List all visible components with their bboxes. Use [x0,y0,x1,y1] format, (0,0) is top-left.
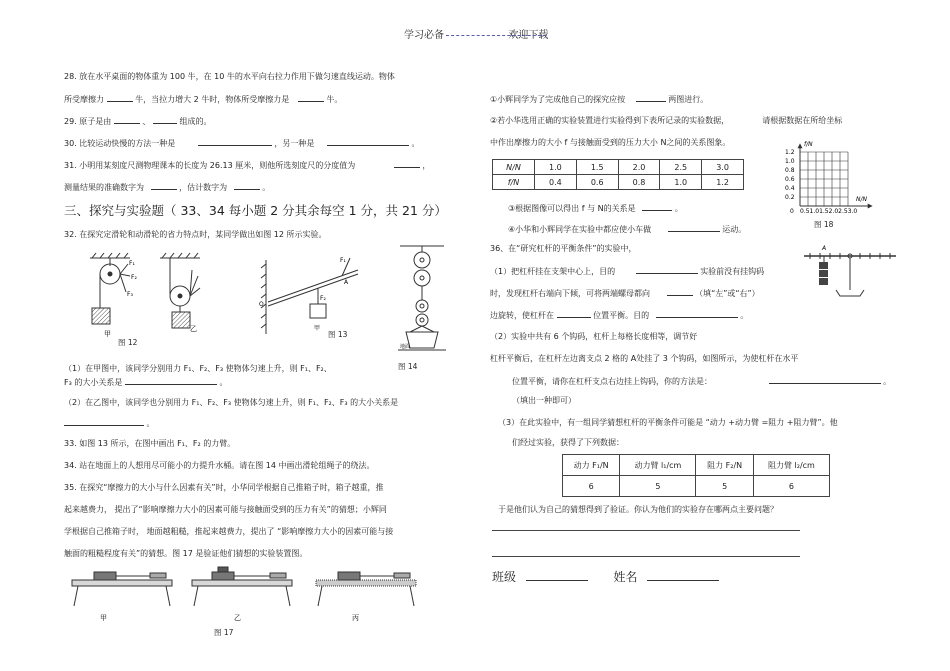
fig13-a-label: A [344,279,349,286]
q28-text-c: 牛。 [326,95,343,104]
question-32-sub1-answer [64,377,227,388]
r1-text-b: 两图进行。 [668,95,709,104]
figure-17-caption: 图 17 [214,628,234,637]
force-data-table [492,159,744,190]
table-cell: 6 [563,476,620,497]
answer-line-1[interactable] [492,530,800,531]
question-36-s1-line2 [490,288,760,299]
question-36-s1-line1 [490,266,764,277]
q31-blank-1[interactable] [394,160,420,168]
r2-text-a: ②若小华选用正确的实验装置进行实验得到下表所记录的实验数据， [490,116,730,125]
q36-s1-text-c: 时，发现杠杆右端向下倾，可将两端螺母都向 [490,289,650,298]
question-36-s3-question: 于是他们认为自己的猜想得到了验证。你认为他们的实验存在哪两点主要问题？ [498,505,778,514]
right-item-4 [508,203,683,214]
question-35-line3: 学根据自己推箱子时， 地面越粗糙，推起来越费力，提出了 “影响摩擦力大小的因素可能与接 [64,527,394,536]
q29-text-a: 29. 原子是由 [64,117,112,126]
question-36-s2-note: （填出一种即可） [512,396,576,405]
q31-text-a: 31. 小明用某刻度尺测物理课本的长度为 26.13 厘米，则他所选刻度尺的分度值为 [64,161,356,170]
table-cell: 0.8 [618,175,660,190]
r5-text-b: 运动。 [722,225,747,234]
question-30 [64,138,419,149]
table-cell: 1.2 [702,175,744,190]
q29-text-b: 、 [142,117,151,126]
figure-18-graph-grid [784,138,876,218]
header-left-text: 学习必备 [404,30,444,41]
table-cell: 1.5 [576,160,618,175]
question-32-sub2: （2）在乙图中，该同学也分别用力 F₁、F₂、F₃ 使物体匀速上升，则 F₁、F₂、F₃ 的大小关系是 [64,398,399,407]
q31-blank-2[interactable] [151,182,177,190]
q30-text-a: 30. 比较运动快慢的方法一种是 [64,139,176,148]
q28-blank-2[interactable] [298,94,324,102]
table-header-cell: 阻力 F₂/N [696,455,753,476]
q36-blank-3[interactable] [557,310,591,318]
q36-s2-text-c: 位置平衡，请你在杠杆支点右边挂上钩码，你的方法是： [512,377,712,386]
q30-blank-2[interactable] [327,138,409,146]
right-item-1 [490,94,708,105]
graph-xlabel: N/N [856,196,867,203]
r1-text-a: ①小辉同学为了完成他自己的探究应按 [490,95,626,104]
figure-13-caption: 图 13 [328,330,348,339]
r4-text-a: ③根据图像可以得出 f 与 N的关系是 [508,204,636,213]
figure-12-caption: 图 12 [118,338,138,347]
table-cell: 5 [620,476,696,497]
q28-text-a: 所受摩擦力 [64,95,104,104]
r4-blank[interactable] [642,203,672,211]
graph-ytick: 1.2 [785,149,795,156]
table-cell: 2.0 [618,160,660,175]
fig12-f1-label: F₁ [129,260,135,267]
q31-text-d: ，估计数字为 [179,183,228,192]
fig13-f1-label: F₁ [340,257,346,264]
table-row [493,175,744,190]
header-divider [446,35,546,36]
q29-blank-2[interactable] [153,116,177,124]
right-item-3: 中作出摩擦力的大小 f 与接触面受到的压力大小 N之间的关系图象。 [490,138,731,147]
fig17-yi-label: 乙 [234,614,241,622]
fig12-yi-label: 乙 [190,325,197,333]
graph-ytick: 0.6 [785,176,795,183]
figure-lever-apparatus [800,240,900,304]
question-33: 33. 如图 13 所示，在图中画出 F₁、F₂ 的力臂。 [64,439,236,448]
q36-s1-text-e: 边旋转，使杠杆在 [490,311,554,320]
question-36-s2-line1: （2）实验中共有 6 个钩码，杠杆上每格长度相等，调节好 [490,332,698,341]
graph-ytick: 0.2 [785,194,795,201]
question-32-intro: 32. 在探究定滑轮和动滑轮的省力特点时，某同学做出如图 12 所示实验。 [64,230,327,239]
q36-blank-1[interactable] [636,266,698,274]
table-cell: 6 [753,476,829,497]
q31-text-c: 测量结果的准确数字为 [64,183,144,192]
q29-blank-1[interactable] [114,116,140,124]
r5-blank[interactable] [668,224,720,232]
table-cell: f/N [493,175,535,190]
q36-blank-4[interactable] [656,310,738,318]
fig17-jia-label: 甲 [100,614,107,622]
question-35-line2: 起来越费力， 提出了“影响摩擦力大小的因素可能与接触面受到的压力有关”的猜想；小辉同 [64,505,387,514]
question-31-line2 [64,182,270,193]
header-right-text: 欢迎下载 [508,30,549,41]
question-34: 34. 站在地面上的人想用尽可能小的力提升水桶。请在图 14 中画出滑轮组绳子的绕法。 [64,461,375,470]
fig13-o-label: O [259,301,264,308]
r4-text-b: 。 [674,204,683,213]
right-item-5 [508,224,746,235]
q32-sub1-text: F₃ 的大小关系是 [64,378,123,387]
figure-18-caption: 图 18 [814,220,834,229]
graph-ytick: 0.8 [785,167,795,174]
question-36-s1-line3 [490,310,748,321]
question-32-sub1: （1）在甲图中，该同学分别用力 F₁、F₂、F₃ 使物体匀速上升，则 F₁、F₂、 [64,364,332,373]
q36-s1-text-f: 位置平衡。目的 [593,311,650,320]
fig12-f3-label: F₃ [127,291,133,298]
table-cell: 5 [696,476,753,497]
question-36-s2-line3 [512,376,891,387]
table-header-cell: 动力臂 l₁/cm [620,455,696,476]
class-label: 班级 [492,570,517,584]
fig13-f2-label: F₂ [320,295,326,302]
graph-ytick: 0.4 [785,185,795,192]
graph-ytick: 1.0 [785,158,795,165]
q30-text-c: 。 [411,139,420,148]
question-28-line1: 28. 放在水平桌面的物体重为 100 牛，在 10 牛的水平向右拉力作用下做匀速直线运动。物体 [64,72,395,81]
fig12-jia-label: 甲 [104,330,111,338]
section-3-title: 三、探究与实验题（ 33、34 每小题 2 分其余每空 1 分，共 21 分） [64,203,447,218]
lever-a-label: A [822,245,827,252]
table-cell: 1.0 [660,175,702,190]
table-cell: 3.0 [702,160,744,175]
fig14-ground-label: 地面 [400,344,411,350]
q32-blank-2[interactable] [64,418,144,426]
graph-origin: 0 [790,208,794,215]
table-cell: 1.0 [535,160,577,175]
question-35-line1: 35. 在探究“摩擦力的大小与什么因素有关”时，小华同学根据自己推箱子时，箱子越重，推 [64,483,384,492]
q28-text-b: 牛，当拉力增大 2 牛时，物体所受摩擦力是 [135,95,290,104]
table-header-cell: 动力 F₁/N [563,455,620,476]
table-cell: 0.6 [576,175,618,190]
r2-text-b: 请根据数据在所给坐标 [762,116,843,125]
page-header [404,26,548,41]
fig17-bing-label: 丙 [352,614,359,622]
figure-14-pulley-system [396,244,448,354]
q36-s1-text-a: （1）把杠杆挂在支架中心上，目的 [490,267,616,276]
figure-17-friction-setup [70,566,430,626]
table-row [493,160,744,175]
q32-sub2-end: 。 [146,419,155,428]
q31-blank-3[interactable] [234,182,260,190]
q36-s1-text-g: 。 [740,311,749,320]
table-row [563,455,830,476]
question-36-s2-line2: 杠杆平衡后，在杠杆左边离支点 2 格的 A处挂了 3 个钩码，如图所示，为使杠杆在水平 [490,354,799,363]
class-input[interactable] [526,569,588,581]
table-header-cell: 阻力臂 l₂/cm [753,455,829,476]
lever-result-table [562,454,830,497]
q31-text-e: 。 [262,183,271,192]
question-29 [64,116,211,127]
fig13-jia-label: 甲 [314,325,321,332]
question-35-line4: 触面的粗糙程度有关”的猜想。图 17 是验证他们猜想的实验装置图。 [64,549,308,558]
q36-s2-text-d: 。 [883,377,892,386]
q32-sub1-end: 。 [219,378,228,387]
q30-text-b: ，另一种是 [274,139,315,148]
q28-blank-1[interactable] [107,94,133,102]
q30-blank-1[interactable] [198,138,272,146]
q29-text-c: 组成的。 [179,117,212,126]
question-36-s3-line2: 们经过实验，获得了下列数据： [512,438,624,447]
answer-line-2[interactable] [492,556,800,557]
q36-s1-text-b: 实验前没有挂钩码 [700,267,765,276]
graph-ylabel: f/N [804,141,813,148]
r5-text-a: ④小华和小辉同学在实验中都应使小车做 [508,225,652,234]
right-item-2 [490,116,842,126]
fig12-f2-label: F₂ [131,274,137,281]
table-cell: N/N [493,160,535,175]
question-28-line2 [64,94,342,105]
question-36-s3-line1: （3）在此实验中，有一组同学猜想杠杆的平衡条件可能是 “动力 +动力臂 =阻力 +阻力臂”。他 [498,418,838,427]
figure-14-caption: 图 14 [398,362,418,371]
q36-blank-5[interactable] [769,376,881,384]
table-cell: 0.4 [535,175,577,190]
question-36-intro: 36、在“研究杠杆的平衡条件”的实验中， [490,244,637,253]
r1-blank[interactable] [636,94,666,102]
question-32-sub2-answer [64,418,155,429]
q31-text-b: ， [422,161,431,170]
table-cell: 2.5 [660,160,702,175]
figure-12-pulleys [88,252,208,347]
q36-s1-text-d: （填“左”或“右”） [695,289,760,298]
question-31-line1 [64,160,430,171]
name-input[interactable] [647,569,719,581]
q36-blank-2[interactable] [667,288,693,296]
q32-blank-1[interactable] [125,377,217,385]
name-label: 姓名 [613,570,638,584]
table-row [563,476,830,497]
graph-xticks: 0.51.01.52.02.53.0 [800,208,858,215]
figure-13-lever [258,256,368,336]
class-field [492,569,719,584]
